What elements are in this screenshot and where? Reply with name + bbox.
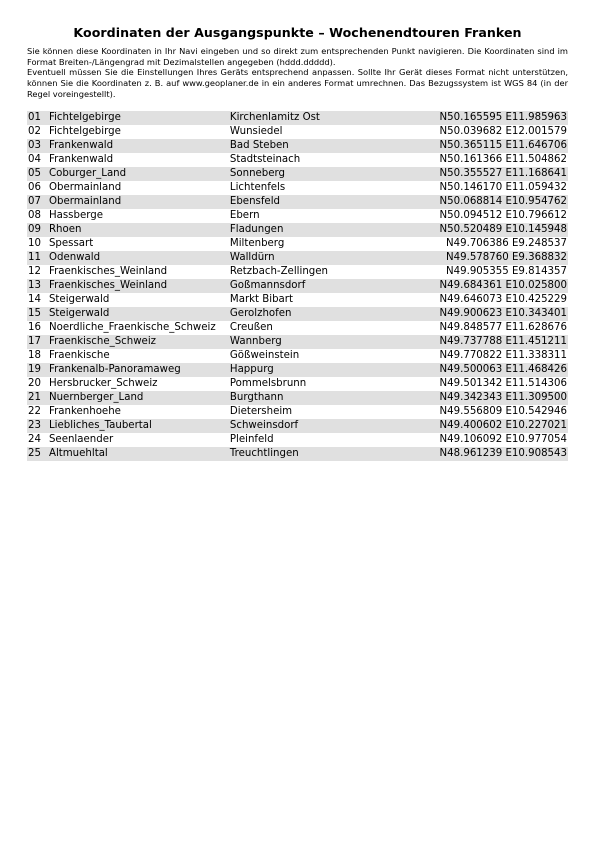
start-location: Stadtsteinach (229, 154, 301, 165)
start-location: Pleinfeld (229, 434, 274, 445)
row-number: 05 (27, 167, 49, 181)
coordinates: N49.501342 E11.514306 (439, 378, 567, 389)
region-name: Fraenkische_Schweiz (49, 335, 230, 349)
coordinates: N50.520489 E10.145948 (439, 224, 567, 235)
row-number: 01 (27, 111, 49, 125)
region-name: Frankenhoehe (48, 406, 121, 417)
row-number: 16 (28, 322, 41, 333)
row-number: 06 (28, 182, 41, 193)
region-name: Rhoen (49, 223, 230, 237)
coordinates: N49.900623 E10.343401 (439, 308, 567, 319)
region-name: Altmuehltal (49, 447, 230, 461)
row-number: 02 (28, 126, 41, 137)
table-row (27, 237, 568, 251)
coordinates: N49.646073 E10.425229 (439, 294, 567, 305)
region-name: Fichtelgebirge (48, 126, 121, 137)
start-location: Dietersheim (229, 406, 293, 417)
region-name: Frankenwald (49, 139, 230, 153)
start-location: Treuchtlingen (230, 447, 440, 461)
table-row (27, 349, 568, 363)
coordinates: N49.500063 E11.468426 (439, 364, 567, 375)
coordinates: N50.068814 E10.954762 (439, 196, 567, 207)
table-row (27, 307, 568, 321)
coordinates: N50.355527 E11.168641 (439, 168, 567, 179)
table-row (27, 405, 568, 419)
table-row (27, 321, 568, 335)
region-name: Hassberge (48, 210, 103, 221)
coordinates: N50.165595 E11.985963 (439, 112, 567, 123)
row-number: 25 (27, 447, 49, 461)
intro-text (27, 46, 568, 100)
row-number: 24 (28, 434, 41, 445)
coordinates: N49.106092 E10.977054 (439, 434, 567, 445)
row-number: 09 (27, 223, 49, 237)
row-number: 13 (27, 279, 49, 293)
intro-paragraph-1: Sie können diese Koordinaten in Ihr Navi eingeben und so direkt zum entsprechenden Punkt navigieren. Die Koordinaten sind im Format Breiten-/Längengrad mit Dezimalstellen angegeben (hddd.ddddd). (27, 46, 568, 67)
region-name: Noerdliche_Fraenkische_Schweiz (48, 322, 216, 333)
intro-paragraph-2: Eventuell müssen Sie die Einstellungen Ihres Geräts entsprechend anpassen. Sollte Ihr Gerät dieses Format nicht unterstützen, können Sie die Koordinaten z. B. auf www.geoplaner.de in ein anderes Format umrechnen. Das Bezugssystem ist WGS 84 (in der Regel voreingestellt). (27, 67, 568, 99)
row-number: 17 (27, 335, 49, 349)
coordinates: N50.094512 E10.796612 (439, 210, 567, 221)
start-location: Goßmannsdorf (230, 279, 440, 293)
region-name: Spessart (48, 238, 94, 249)
table-row (27, 181, 568, 195)
start-location: Burgthann (230, 391, 440, 405)
table-row (27, 377, 568, 391)
table-row (27, 167, 568, 181)
table-row (27, 111, 568, 125)
start-location: Sonneberg (230, 167, 440, 181)
row-number: 15 (27, 307, 49, 321)
row-number: 23 (27, 419, 49, 433)
table-row (27, 293, 568, 307)
region-name: Steigerwald (49, 307, 230, 321)
start-location: Kirchenlamitz Ost (230, 111, 440, 125)
start-location: Markt Bibart (229, 294, 293, 305)
page-title: Koordinaten der Ausgangspunkte – Wochenendtouren Franken (73, 25, 522, 40)
coordinates: N50.039682 E12.001579 (439, 126, 567, 137)
row-number: 10 (28, 238, 41, 249)
coordinates: N49.770822 E11.338311 (439, 350, 567, 361)
region-name: Fraenkische (48, 350, 110, 361)
start-location: Miltenberg (229, 238, 285, 249)
start-location: Schweinsdorf (230, 419, 440, 433)
start-location: Pommelsbrunn (229, 378, 307, 389)
start-location: Gößweinstein (229, 350, 300, 361)
table-row (27, 433, 568, 447)
region-name: Seenlaender (48, 434, 114, 445)
region-name: Odenwald (49, 251, 230, 265)
coordinates: N49.342343 E11.309500 (439, 392, 567, 403)
table-row (27, 419, 568, 433)
region-name: Coburger_Land (49, 167, 230, 181)
region-name: Hersbrucker_Schweiz (48, 378, 158, 389)
region-name: Liebliches_Taubertal (49, 419, 230, 433)
coordinates: N49.737788 E11.451211 (439, 336, 567, 347)
table-row (27, 363, 568, 377)
row-number: 08 (28, 210, 41, 221)
coordinates: N50.146170 E11.059432 (439, 182, 567, 193)
coordinates: N50.161366 E11.504862 (439, 154, 567, 165)
coordinates: N49.706386 E9.248537 (446, 238, 567, 249)
region-name: Fraenkisches_Weinland (49, 279, 230, 293)
row-number: 22 (28, 406, 41, 417)
start-location: Ebern (229, 210, 260, 221)
row-number: 04 (28, 154, 41, 165)
table-row (27, 195, 568, 209)
start-location: Ebensfeld (230, 195, 440, 209)
table-row (27, 251, 568, 265)
table-row (27, 209, 568, 223)
row-number: 21 (27, 391, 49, 405)
table-row (27, 139, 568, 153)
row-number: 12 (28, 266, 41, 277)
coordinates: N50.365115 E11.646706 (439, 140, 567, 151)
coordinates: N49.684361 E10.025800 (439, 280, 567, 291)
region-name: Obermainland (48, 182, 122, 193)
start-location: Lichtenfels (229, 182, 286, 193)
table-row (27, 153, 568, 167)
start-location: Wannberg (230, 335, 440, 349)
start-location: Creußen (229, 322, 273, 333)
region-name: Fichtelgebirge (49, 111, 230, 125)
start-location: Bad Steben (230, 139, 440, 153)
table-row (27, 335, 568, 349)
row-number: 14 (28, 294, 41, 305)
coordinates-table (27, 111, 568, 461)
start-location: Fladungen (230, 223, 440, 237)
coordinates: N49.400602 E10.227021 (439, 420, 567, 431)
coordinates: N49.905355 E9.814357 (446, 266, 567, 277)
coordinates: N49.556809 E10.542946 (439, 406, 567, 417)
coordinates: N48.961239 E10.908543 (439, 448, 567, 459)
coordinates: N49.578760 E9.368832 (440, 251, 568, 265)
start-location: Retzbach-Zellingen (229, 266, 328, 277)
row-number: 18 (28, 350, 41, 361)
start-location: Wunsiedel (229, 126, 283, 137)
row-number: 20 (28, 378, 41, 389)
region-name: Frankenwald (48, 154, 114, 165)
row-number: 11 (27, 251, 49, 265)
row-number: 19 (27, 363, 49, 377)
table-row (27, 265, 568, 279)
region-name: Steigerwald (48, 294, 110, 305)
table-row (27, 391, 568, 405)
start-location: Gerolzhofen (230, 307, 440, 321)
table-row (27, 447, 568, 461)
start-location: Walldürn (230, 251, 440, 265)
table-row (27, 125, 568, 139)
coordinates: N49.848577 E11.628676 (439, 322, 567, 333)
region-name: Nuernberger_Land (49, 391, 230, 405)
row-number: 07 (27, 195, 49, 209)
table-row (27, 279, 568, 293)
table-row (27, 223, 568, 237)
row-number: 03 (27, 139, 49, 153)
start-location: Happurg (230, 363, 440, 377)
region-name: Frankenalb-Panoramaweg (49, 363, 230, 377)
region-name: Obermainland (49, 195, 230, 209)
region-name: Fraenkisches_Weinland (48, 266, 168, 277)
